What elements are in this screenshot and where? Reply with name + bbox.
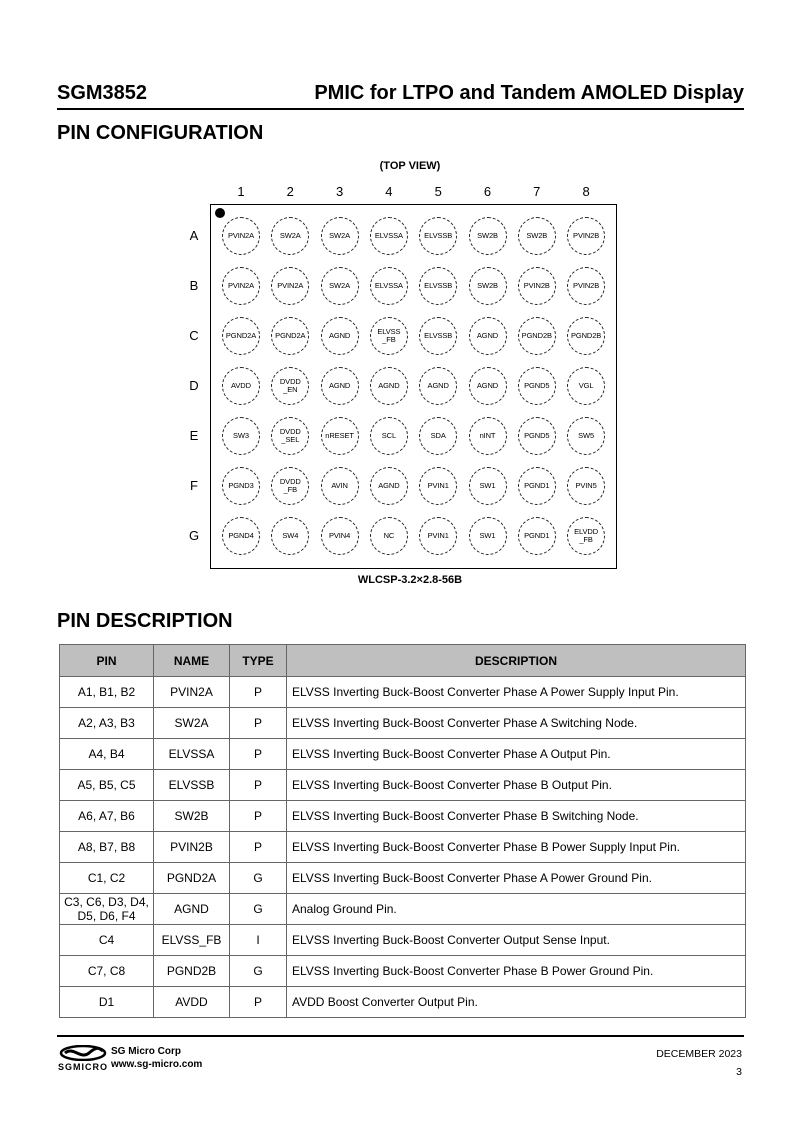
cell-name: PVIN2B [154, 832, 230, 863]
pin-ball: AGND [321, 367, 359, 405]
column-number: 6 [483, 184, 492, 199]
cell-name: PGND2A [154, 863, 230, 894]
document-title: PMIC for LTPO and Tandem AMOLED Display [314, 82, 744, 104]
logo-wordmark: SGMICRO [58, 1062, 109, 1072]
pin-ball: AVDD [222, 367, 260, 405]
column-number: 2 [286, 184, 294, 199]
cell-description: ELVSS Inverting Buck-Boost Converter Phase B Power Ground Pin. [287, 956, 746, 987]
cell-description: ELVSS Inverting Buck-Boost Converter Phase B Output Pin. [287, 770, 746, 801]
col-header-pin: PIN [60, 645, 154, 677]
cell-description: Analog Ground Pin. [287, 894, 746, 925]
cell-name: AVDD [154, 987, 230, 1018]
pin-ball: PVIN5 [567, 467, 605, 505]
pin-ball: nRESET [321, 417, 359, 455]
table-row [60, 739, 746, 770]
company-website: www.sg-micro.com [111, 1059, 203, 1070]
cell-type: P [230, 987, 287, 1018]
pin-ball: PGND2B [567, 317, 605, 355]
row-letter: F [190, 478, 198, 493]
cell-description: ELVSS Inverting Buck-Boost Converter Phase A Output Pin. [287, 739, 746, 770]
cell-pin: C1, C2 [60, 863, 154, 894]
table-header-row [60, 645, 746, 677]
pin-ball: PVIN1 [419, 517, 457, 555]
pin-ball: SW2A [321, 267, 359, 305]
pin-ball: AGND [370, 467, 408, 505]
row-letter: C [189, 328, 199, 343]
cell-description: ELVSS Inverting Buck-Boost Converter Phase B Power Supply Input Pin. [287, 832, 746, 863]
page-header [57, 80, 744, 110]
cell-description: ELVSS Inverting Buck-Boost Converter Phase B Switching Node. [287, 801, 746, 832]
column-number: 4 [385, 184, 393, 199]
pin-ball: DVDD _FB [271, 467, 309, 505]
column-number: 7 [533, 184, 541, 199]
company-name: SG Micro Corp [111, 1046, 182, 1057]
pin-ball: PGND3 [222, 467, 260, 505]
pin-description-table [59, 644, 746, 1018]
cell-pin: A4, B4 [60, 739, 154, 770]
pin-ball: SDA [419, 417, 457, 455]
cell-pin: A1, B1, B2 [60, 677, 154, 708]
row-letter: B [189, 278, 199, 293]
pin-ball: PVIN1 [419, 467, 457, 505]
pin-ball: SW1 [469, 467, 507, 505]
pin-ball: AGND [469, 367, 507, 405]
pin-ball: PGND2A [271, 317, 309, 355]
pin-ball: AGND [469, 317, 507, 355]
pin-ball: PVIN2B [567, 217, 605, 255]
cell-type: P [230, 770, 287, 801]
cell-pin: A8, B7, B8 [60, 832, 154, 863]
pin-ball: PVIN2A [271, 267, 309, 305]
sgmicro-logo-icon [59, 1045, 107, 1061]
cell-name: SW2B [154, 801, 230, 832]
cell-pin: A5, B5, C5 [60, 770, 154, 801]
document-date: DECEMBER 2023 [656, 1048, 742, 1060]
cell-name: PVIN2A [154, 677, 230, 708]
pin-ball: PVIN2B [567, 267, 605, 305]
cell-name: ELVSSA [154, 739, 230, 770]
pin-ball: ELVSSB [419, 217, 457, 255]
cell-type: I [230, 925, 287, 956]
pin-ball: ELVDD _FB [567, 517, 605, 555]
pin-ball: SW2A [271, 217, 309, 255]
pin-ball: SCL [370, 417, 408, 455]
pin-ball: nINT [469, 417, 507, 455]
pin-description-heading: PIN DESCRIPTION [57, 610, 233, 632]
page-number: 3 [736, 1066, 742, 1078]
pin-ball: ELVSSA [370, 267, 408, 305]
cell-name: ELVSS_FB [154, 925, 230, 956]
pin-ball: PGND2A [222, 317, 260, 355]
pin-ball: SW4 [271, 517, 309, 555]
table-row [60, 956, 746, 987]
cell-name: SW2A [154, 708, 230, 739]
pin-ball: PVIN4 [321, 517, 359, 555]
column-number: 8 [582, 184, 590, 199]
cell-description: ELVSS Inverting Buck-Boost Converter Output Sense Input. [287, 925, 746, 956]
cell-type: P [230, 801, 287, 832]
table-row [60, 863, 746, 894]
col-header-name: NAME [154, 645, 230, 677]
part-number: SGM3852 [57, 82, 148, 104]
cell-pin: C3, C6, D3, D4, D5, D6, F4 [60, 894, 154, 925]
cell-name: PGND2B [154, 956, 230, 987]
cell-pin: C4 [60, 925, 154, 956]
pin-ball: SW1 [469, 517, 507, 555]
pin-ball: SW5 [567, 417, 605, 455]
pin-ball: AGND [419, 367, 457, 405]
pin-ball: PGND4 [222, 517, 260, 555]
pin-ball: AVIN [321, 467, 359, 505]
package-name: WLCSP-3.2×2.8-56B [357, 574, 463, 586]
cell-description: ELVSS Inverting Buck-Boost Converter Phase A Switching Node. [287, 708, 746, 739]
pin-ball: ELVSSB [419, 267, 457, 305]
table-row [60, 801, 746, 832]
cell-pin: A6, A7, B6 [60, 801, 154, 832]
pin-ball: SW2B [469, 217, 507, 255]
pin-ball: DVDD _SEL [271, 417, 309, 455]
pin-ball: SW2A [321, 217, 359, 255]
pin-ball: PGND5 [518, 367, 556, 405]
pin-ball: AGND [370, 367, 408, 405]
cell-name: AGND [154, 894, 230, 925]
pin-ball: ELVSSA [370, 217, 408, 255]
table-row [60, 832, 746, 863]
table-row [60, 894, 746, 925]
table-row [60, 770, 746, 801]
table-row [60, 987, 746, 1018]
pin-ball: PVIN2A [222, 217, 260, 255]
column-number: 1 [237, 184, 245, 199]
pin-ball: AGND [321, 317, 359, 355]
pin-ball: NC [370, 517, 408, 555]
pin-ball: DVDD _EN [271, 367, 309, 405]
pin-ball: PVIN2B [518, 267, 556, 305]
row-letter: G [188, 528, 200, 543]
pin-ball: ELVSS _FB [370, 317, 408, 355]
row-letter: E [189, 428, 199, 443]
cell-pin: A2, A3, B3 [60, 708, 154, 739]
pin1-marker-icon [215, 208, 225, 218]
top-view-label: (TOP VIEW) [379, 160, 441, 172]
cell-pin: D1 [60, 987, 154, 1018]
column-number: 3 [335, 184, 344, 199]
row-letter: D [189, 378, 199, 393]
pin-ball: PGND1 [518, 467, 556, 505]
footer-divider [57, 1035, 744, 1037]
pin-ball: VGL [567, 367, 605, 405]
pin-ball: PVIN2A [222, 267, 260, 305]
cell-type: G [230, 863, 287, 894]
pin-ball: PGND1 [518, 517, 556, 555]
col-header-type: TYPE [230, 645, 287, 677]
cell-name: ELVSSB [154, 770, 230, 801]
cell-description: AVDD Boost Converter Output Pin. [287, 987, 746, 1018]
cell-type: G [230, 894, 287, 925]
col-header-description: DESCRIPTION [287, 645, 746, 677]
table-row [60, 677, 746, 708]
row-letter: A [189, 228, 199, 243]
table-row [60, 925, 746, 956]
cell-type: G [230, 956, 287, 987]
pin-configuration-heading: PIN CONFIGURATION [57, 122, 264, 144]
cell-type: P [230, 677, 287, 708]
pin-ball: ELVSSB [419, 317, 457, 355]
cell-description: ELVSS Inverting Buck-Boost Converter Phase A Power Supply Input Pin. [287, 677, 746, 708]
table-row [60, 708, 746, 739]
pin-ball: PGND5 [518, 417, 556, 455]
cell-type: P [230, 832, 287, 863]
pin-ball: SW2B [469, 267, 507, 305]
pin-ball: SW2B [518, 217, 556, 255]
column-number: 5 [434, 184, 442, 199]
cell-pin: C7, C8 [60, 956, 154, 987]
pin-ball: PGND2B [518, 317, 556, 355]
cell-type: P [230, 739, 287, 770]
pin-ball: SW3 [222, 417, 260, 455]
cell-type: P [230, 708, 287, 739]
cell-description: ELVSS Inverting Buck-Boost Converter Phase A Power Ground Pin. [287, 863, 746, 894]
